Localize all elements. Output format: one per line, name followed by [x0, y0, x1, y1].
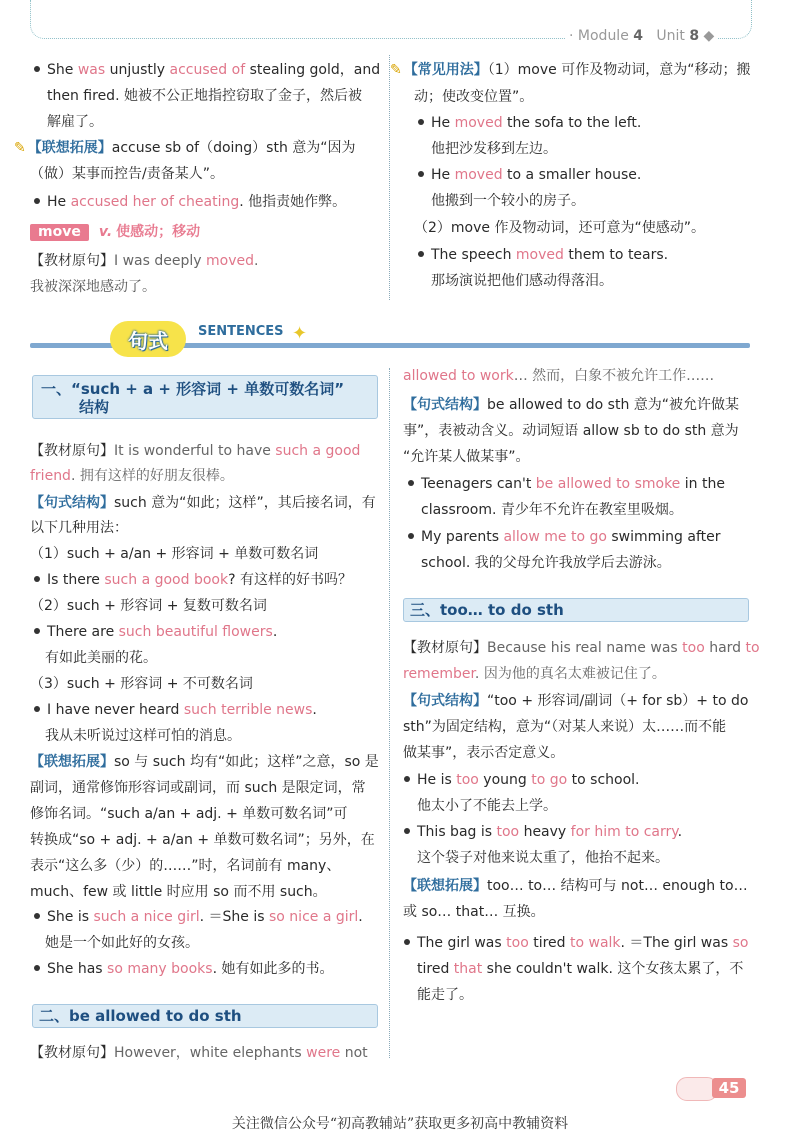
sec3-example-bag-cn: 这个袋子对他来说太重了，他抬不起来。: [417, 850, 669, 866]
move-original-translation: 我被深深地感动了。: [30, 279, 156, 295]
column-divider-bottom: [389, 368, 390, 1058]
sec2-structure-2: 事”，表被动含义。动词短语 allow sb to do sth 意为: [403, 423, 739, 439]
sec3-example-girl: The girl was too tired to walk. ＝The girl was so: [404, 933, 748, 953]
sec3-example-young-cn: 他太小了不能去上学。: [417, 798, 557, 814]
sec1-usage2: （2）such + 形容词 + 复数可数名词: [30, 598, 267, 614]
sec1-usage1-example: Is there such a good book? 有这样的好书吗？: [34, 570, 352, 590]
sec1-usage2-cn: 有如此美丽的花。: [45, 650, 157, 666]
move-usage-line2: 动；使改变位置”。: [414, 89, 534, 105]
accuse-cheating-example: He accused her of cheating. 他指责她作弊。: [34, 192, 346, 212]
sec2-structure-3: “允许某人做某事”。: [403, 449, 530, 465]
sec1-original-line2: friend. 拥有这样的好朋友很棒。: [30, 468, 234, 484]
section2-title: 二、be allowed to do sth: [32, 1004, 378, 1028]
banner-english: SENTENCES: [192, 324, 290, 339]
move-example-speech: The speech moved them to tears.: [418, 245, 668, 265]
sec3-extension-2: 或 so… that… 互换。: [403, 904, 545, 920]
sec3-example-girl-2: tired that she couldn't walk. 这个女孩太累了，不: [417, 961, 744, 977]
sec2-original-cont: allowed to work… 然而，白象不被允许工作……: [403, 368, 715, 384]
sec1-extension: 【联想拓展】so 与 such 均有“如此；这样”之意，so 是: [30, 754, 379, 770]
sec3-structure-3: 做某事”，表示否定意义。: [403, 745, 565, 761]
sec3-structure: 【句式结构】“too + 形容词/副词（+ for sb）+ to do: [403, 693, 749, 709]
sec2-example-teenagers: Teenagers can't be allowed to smoke in the: [408, 474, 725, 494]
sec1-extension-5: 表示“这么多（少）的……”时，名词前有 many、: [30, 858, 341, 874]
sec2-structure: 【句式结构】be allowed to do sth 意为“被允许做某: [403, 397, 740, 413]
sec1-original: 【教材原句】It is wonderful to have such a good: [30, 443, 361, 459]
move-example-speech-cn: 那场演说把他们感动得落泪。: [431, 273, 613, 289]
sec1-example-nice-girl: She is such a nice girl. ＝She is so nice a girl.: [34, 907, 363, 927]
sec1-usage3-example: I have never heard such terrible news.: [34, 700, 317, 720]
footer-note: 关注微信公众号“初高教辅站”获取更多初高中教辅资料: [231, 1116, 569, 1132]
sec3-example-young: He is too young to go to school.: [404, 770, 640, 790]
sec1-extension-3: 修饰名词。“such a/an + adj. + 单数可数名词”可: [30, 806, 348, 822]
move-entry-heading: move v. 使感动；移动: [30, 222, 200, 242]
accuse-example-line2: then fired. 她被不公正地指控窃取了金子，然后被: [47, 88, 362, 104]
sec3-extension: 【联想拓展】too… to… 结构可与 not… enough to…: [403, 878, 748, 894]
move-example-house-cn: 他搬到一个较小的房子。: [431, 193, 585, 209]
move-example-sofa-cn: 他把沙发移到左边。: [431, 141, 557, 157]
accuse-example-line1: She was unjustly accused of stealing gold，and: [34, 60, 380, 80]
sec1-usage1: （1）such + a/an + 形容词 + 单数可数名词: [30, 546, 319, 562]
sec3-original: 【教材原句】Because his real name was too hard to: [403, 640, 760, 656]
extension-note: ✎ 【联想拓展】accuse sb of（doing）sth 意为“因为: [14, 140, 356, 156]
sentences-banner: [30, 323, 750, 359]
sec1-structure: 【句式结构】such 意为“如此；这样”，其后接名词，有: [30, 495, 376, 511]
accuse-example-line3: 解雇了。: [47, 114, 103, 130]
move-usage-2: （2）move 作及物动词，还可意为“使感动”。: [414, 220, 705, 236]
sec3-example-girl-3: 能走了。: [417, 987, 473, 1003]
sec3-original-2: remember. 因为他的真名太难被记住了。: [403, 666, 666, 682]
move-example-house: He moved to a smaller house.: [418, 165, 641, 185]
sec1-extension-4: 转换成“so + adj. + a/an + 单数可数名词”；另外，在: [30, 832, 375, 848]
sec2-example-parents: My parents allow me to go swimming after: [408, 527, 721, 547]
sec1-usage3: （3）such + 形容词 + 不可数名词: [30, 676, 253, 692]
sparkle-icon: ✦: [292, 323, 308, 344]
move-original-sentence: 【教材原句】I was deeply moved.: [30, 253, 259, 269]
extension-note-line2: （做）某事而控告/责备某人”。: [30, 166, 224, 182]
banner-title: 句式: [128, 328, 168, 353]
sec3-example-bag: This bag is too heavy for him to carry.: [404, 822, 682, 842]
sec2-original: 【教材原句】However，white elephants were not: [30, 1045, 368, 1061]
sec1-example-nice-girl-cn: 她是一个如此好的女孩。: [45, 935, 199, 951]
sec1-usage2-example: There are such beautiful flowers.: [34, 622, 277, 642]
move-usage-heading: ✎ 【常见用法】（1）move 可作及物动词，意为“移动；搬: [390, 62, 751, 78]
sec1-extension-2: 副词，通常修饰形容词或副词，而 such 是限定词，常: [30, 780, 366, 796]
sec1-structure-line2: 以下几种用法：: [30, 520, 128, 536]
section3-title: 三、too… to do sth: [403, 598, 749, 622]
sec2-example-teenagers-2: classroom. 青少年不允许在教室里吸烟。: [421, 502, 683, 518]
sec1-extension-6: much、few 或 little 时应用 so 而不用 such。: [30, 884, 327, 900]
lightbulb-icon: ✎: [390, 62, 402, 78]
sec2-example-parents-2: school. 我的父母允许我放学后去游泳。: [421, 555, 671, 571]
sec3-structure-2: sth”为固定结构，意为“（对某人来说）太……而不能: [403, 719, 727, 735]
page-number-badge: 45: [676, 1077, 748, 1099]
lightbulb-icon: ✎: [14, 140, 26, 156]
column-divider-top: [389, 55, 390, 300]
move-example-sofa: He moved the sofa to the left.: [418, 113, 641, 133]
sec1-example-many-books: She has so many books. 她有如此多的书。: [34, 959, 334, 979]
running-head: · Module 4 Unit 8 ◆: [565, 28, 718, 44]
section1-title: 一、“such + a + 形容词 + 单数可数名词” 结构: [32, 375, 378, 419]
sec1-usage3-cn: 我从未听说过这样可怕的消息。: [45, 728, 241, 744]
